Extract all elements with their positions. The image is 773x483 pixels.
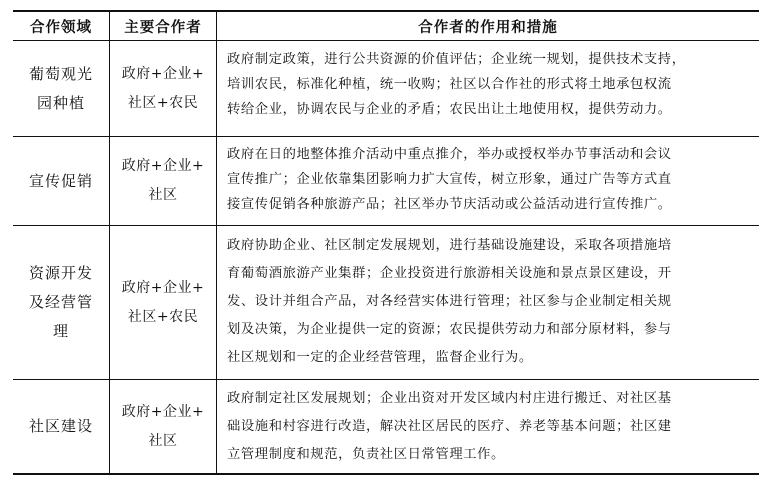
header-field: 合作领域 — [30, 19, 92, 36]
measures-line: 立管理制度和规范，负责社区日常管理工作。 — [227, 447, 505, 462]
table-row-measures — [217, 47, 759, 122]
partners-line: 社区+农民 — [127, 308, 199, 325]
measures-line: 政府制定政策，进行公共资源的价值评估；企业统一规划，提供技术支持， — [227, 52, 686, 67]
partners-line: 政府+企业+ — [121, 158, 205, 174]
table-row-partners — [110, 137, 216, 225]
partners-line: 社区+农民 — [127, 94, 199, 111]
measures-line: 社区规划和一定的企业经营管理，监督企业行为。 — [227, 350, 533, 365]
table-row-field — [13, 380, 109, 473]
table-bottom-rule — [13, 473, 759, 475]
cooperation-table — [13, 10, 759, 475]
header-partners: 主要合作者 — [124, 19, 202, 36]
table-row-partners — [110, 226, 216, 379]
table-row-measures — [217, 385, 759, 469]
field-line: 葡萄观光 — [28, 64, 93, 83]
table-row-field — [13, 226, 109, 379]
field-line: 园种植 — [36, 93, 85, 112]
field-line: 理 — [52, 322, 69, 340]
measures-line: 转给企业，协调农民与企业的矛盾；农民出让土地使用权，提供劳动力。 — [227, 102, 672, 117]
partners-line: 政府+企业+ — [121, 403, 205, 420]
measures-line: 宣传推广；企业依靠集团影响力扩大宣传，树立形象，通过广告等方式直 — [227, 172, 672, 187]
measures-line: 政府制定社区发展规划；企业出资对开发区域内村庄进行搬迁、对社区基 — [227, 391, 672, 406]
field-line: 宣传促销 — [28, 171, 93, 190]
table-row-measures — [217, 232, 759, 372]
header-measures: 合作者的作用和措施 — [418, 19, 558, 36]
measures-line: 培训农民，标准化种植，统一收购；社区以合作社的形式将土地承包权流 — [227, 77, 672, 92]
field-line: 社区建设 — [28, 417, 93, 435]
table-row-partners — [110, 380, 216, 473]
measures-line: 接宣传促销各种旅游产品；社区举办节庆活动或公益活动进行宣传推广。 — [227, 197, 672, 212]
table-row-field — [13, 137, 109, 225]
measures-line: 政府在日的地整体推介活动中重点推介，举办或授权举办节事活动和会议 — [227, 147, 672, 162]
table-row-measures — [217, 142, 759, 217]
measures-line: 政府协助企业、社区制定发展规划，进行基础设施建设，采取各项措施培 — [227, 238, 672, 253]
partners-line: 社区 — [148, 187, 178, 203]
partners-line: 政府+企业+ — [121, 279, 205, 296]
table-row-field — [13, 41, 109, 136]
partners-line: 政府+企业+ — [121, 65, 205, 82]
measures-line: 发、设计并组合产品，对各经营实体进行管理；社区参与企业制定相关规 — [227, 294, 672, 309]
measures-line: 育葡萄酒旅游产业集群；企业投资进行旅游相关设施和景点景区建设，开 — [227, 266, 672, 281]
field-line: 资源开发 — [28, 264, 93, 282]
measures-line: 划及决策，为企业提供一定的资源；农民提供劳动力和部分原材料，参与 — [227, 322, 672, 337]
partners-line: 社区 — [148, 432, 178, 449]
measures-line: 础设施和村容进行改造，解决社区居民的医疗、养老等基本问题；社区建 — [227, 419, 672, 434]
table-row-partners — [110, 41, 216, 136]
field-line: 及经营管 — [28, 293, 93, 311]
